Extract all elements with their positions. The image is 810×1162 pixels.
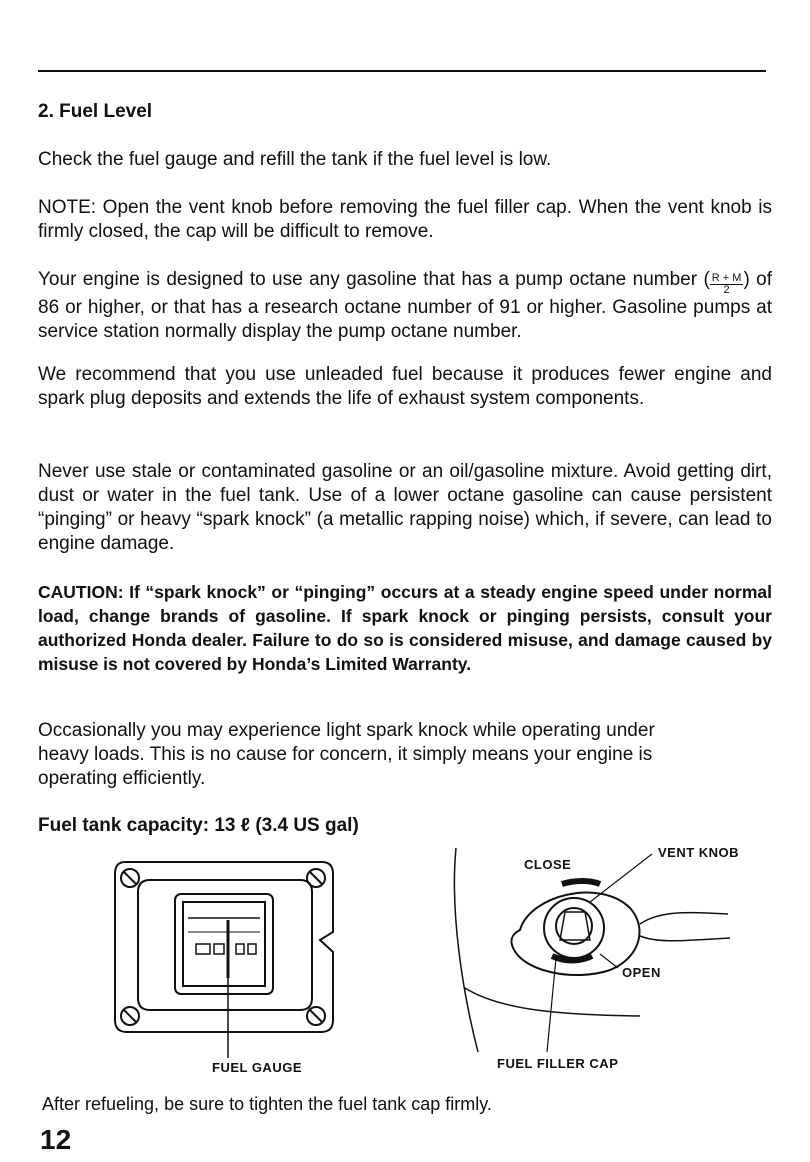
occasional-knock-paragraph bbox=[38, 719, 772, 791]
octane-text-before: Your engine is designed to use any gasoline that has a pump octane number ( bbox=[38, 269, 710, 290]
fuel-tank-capacity: Fuel tank capacity: 13 ℓ (3.4 US gal) bbox=[38, 815, 359, 836]
unleaded-paragraph: We recommend that you use unleaded fuel because it produces fewer engine and spark plug deposits and extends the life of exhaust system components. bbox=[38, 364, 772, 409]
fuel-gauge-label: FUEL GAUGE bbox=[212, 1060, 302, 1075]
refuel-reminder: After refueling, be sure to tighten the fuel tank cap firmly. bbox=[42, 1094, 492, 1114]
note-paragraph: NOTE: Open the vent knob before removing the fuel filler cap. When the vent knob is firmly closed, the cap will be difficult to remove. bbox=[38, 197, 772, 242]
octane-fraction bbox=[710, 273, 744, 296]
check-paragraph: Check the fuel gauge and refill the tank if the fuel level is low. bbox=[38, 149, 552, 170]
top-rule bbox=[38, 70, 766, 72]
page-number: 12 bbox=[40, 1124, 72, 1155]
octane-text-after: ) of 86 or higher, or that has a research octane number of 91 or higher. Gasoline pumps at service station normally display the pump octane number. bbox=[38, 269, 772, 342]
occasional-line-2: heavy loads. This is no cause for concern, it simply means your engine is bbox=[38, 744, 653, 765]
caution-paragraph: CAUTION: If “spark knock” or “pinging” occurs at a steady engine speed under normal load, change brands of gasoline. If spark knock or pinging persists, consult your authorized Honda dealer. Failure to do so is considered misuse, and damage caused by misuse is not covered by Honda’s Limited Warranty. bbox=[38, 582, 772, 674]
occasional-line-3: operating efficiently. bbox=[38, 768, 206, 789]
fraction-numerator: R + M bbox=[711, 272, 742, 284]
octane-paragraph bbox=[38, 268, 772, 344]
stale-fuel-paragraph: Never use stale or contaminated gasoline or an oil/gasoline mixture. Avoid getting dirt, dust or water in the fuel tank. Use of a lower octane gasoline can cause persistent “pinging” or heavy “spark knock” (a metallic rapping noise) which, if severe, can lead to engine damage. bbox=[38, 461, 772, 554]
occasional-line-1: Occasionally you may experience light spark knock while operating under bbox=[38, 720, 655, 741]
fuel-gauge-drawing bbox=[115, 862, 333, 1058]
fuel-filler-cap-label: FUEL FILLER CAP bbox=[497, 1056, 619, 1071]
fraction-denominator: 2 bbox=[723, 284, 730, 296]
section-heading: 2. Fuel Level bbox=[38, 101, 153, 122]
fuel-filler-cap-drawing bbox=[454, 848, 730, 1052]
fuel-system-illustration bbox=[0, 840, 810, 1090]
close-label: CLOSE bbox=[524, 857, 572, 872]
vent-knob-label: VENT KNOB bbox=[658, 845, 740, 860]
open-label: OPEN bbox=[622, 965, 661, 980]
